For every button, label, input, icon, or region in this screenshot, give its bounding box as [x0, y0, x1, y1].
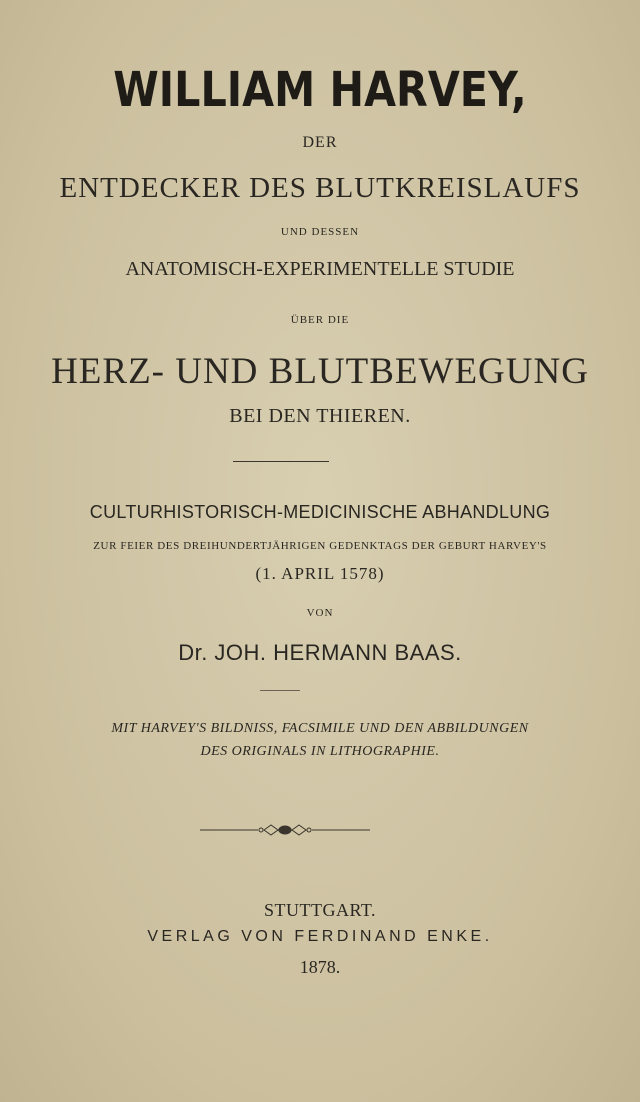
discoverer-line: ENTDECKER DES BLUTKREISLAUFS [59, 172, 581, 204]
publisher-line: VERLAG VON FERDINAND ENKE. [147, 928, 493, 945]
city-line: STUTTGART. [263, 900, 377, 920]
treatise-line: CULTURHISTORISCH-MEDICINISCHE ABHANDLUNG [89, 502, 551, 522]
short-divider-rule [260, 690, 300, 691]
editor-line: Dr. JOH. HERMANN BAAS. [178, 640, 462, 665]
ornament-divider-icon [200, 820, 370, 840]
author-heading: WILLIAM HARVEY, [113, 62, 527, 118]
year-line: 1878. [299, 957, 341, 977]
animals-line: BEI DEN THIEREN. [229, 405, 411, 427]
ueber-die-line: ÜBER DIE [290, 314, 350, 326]
illustrations-line-2: DES ORIGINALS IN LITHOGRAPHIE. [200, 744, 440, 759]
date-line: (1. APRIL 1578) [255, 564, 385, 583]
und-dessen-line: UND DESSEN [280, 226, 360, 238]
der-line: DER [302, 134, 338, 151]
von-line: VON [306, 607, 334, 619]
occasion-line: ZUR FEIER DES DREIHUNDERTJÄHRIGEN GEDENKTAGS DER GEBURT HARVEY'S [93, 540, 547, 552]
illustrations-line-1: MIT HARVEY'S BILDNISS, FACSIMILE UND DEN ABBILDUNGEN [111, 721, 529, 736]
study-line: ANATOMISCH-EXPERIMENTELLE STUDIE [125, 258, 515, 280]
divider-rule [233, 461, 329, 462]
topic-line: HERZ- UND BLUTBEWEGUNG [51, 351, 589, 392]
